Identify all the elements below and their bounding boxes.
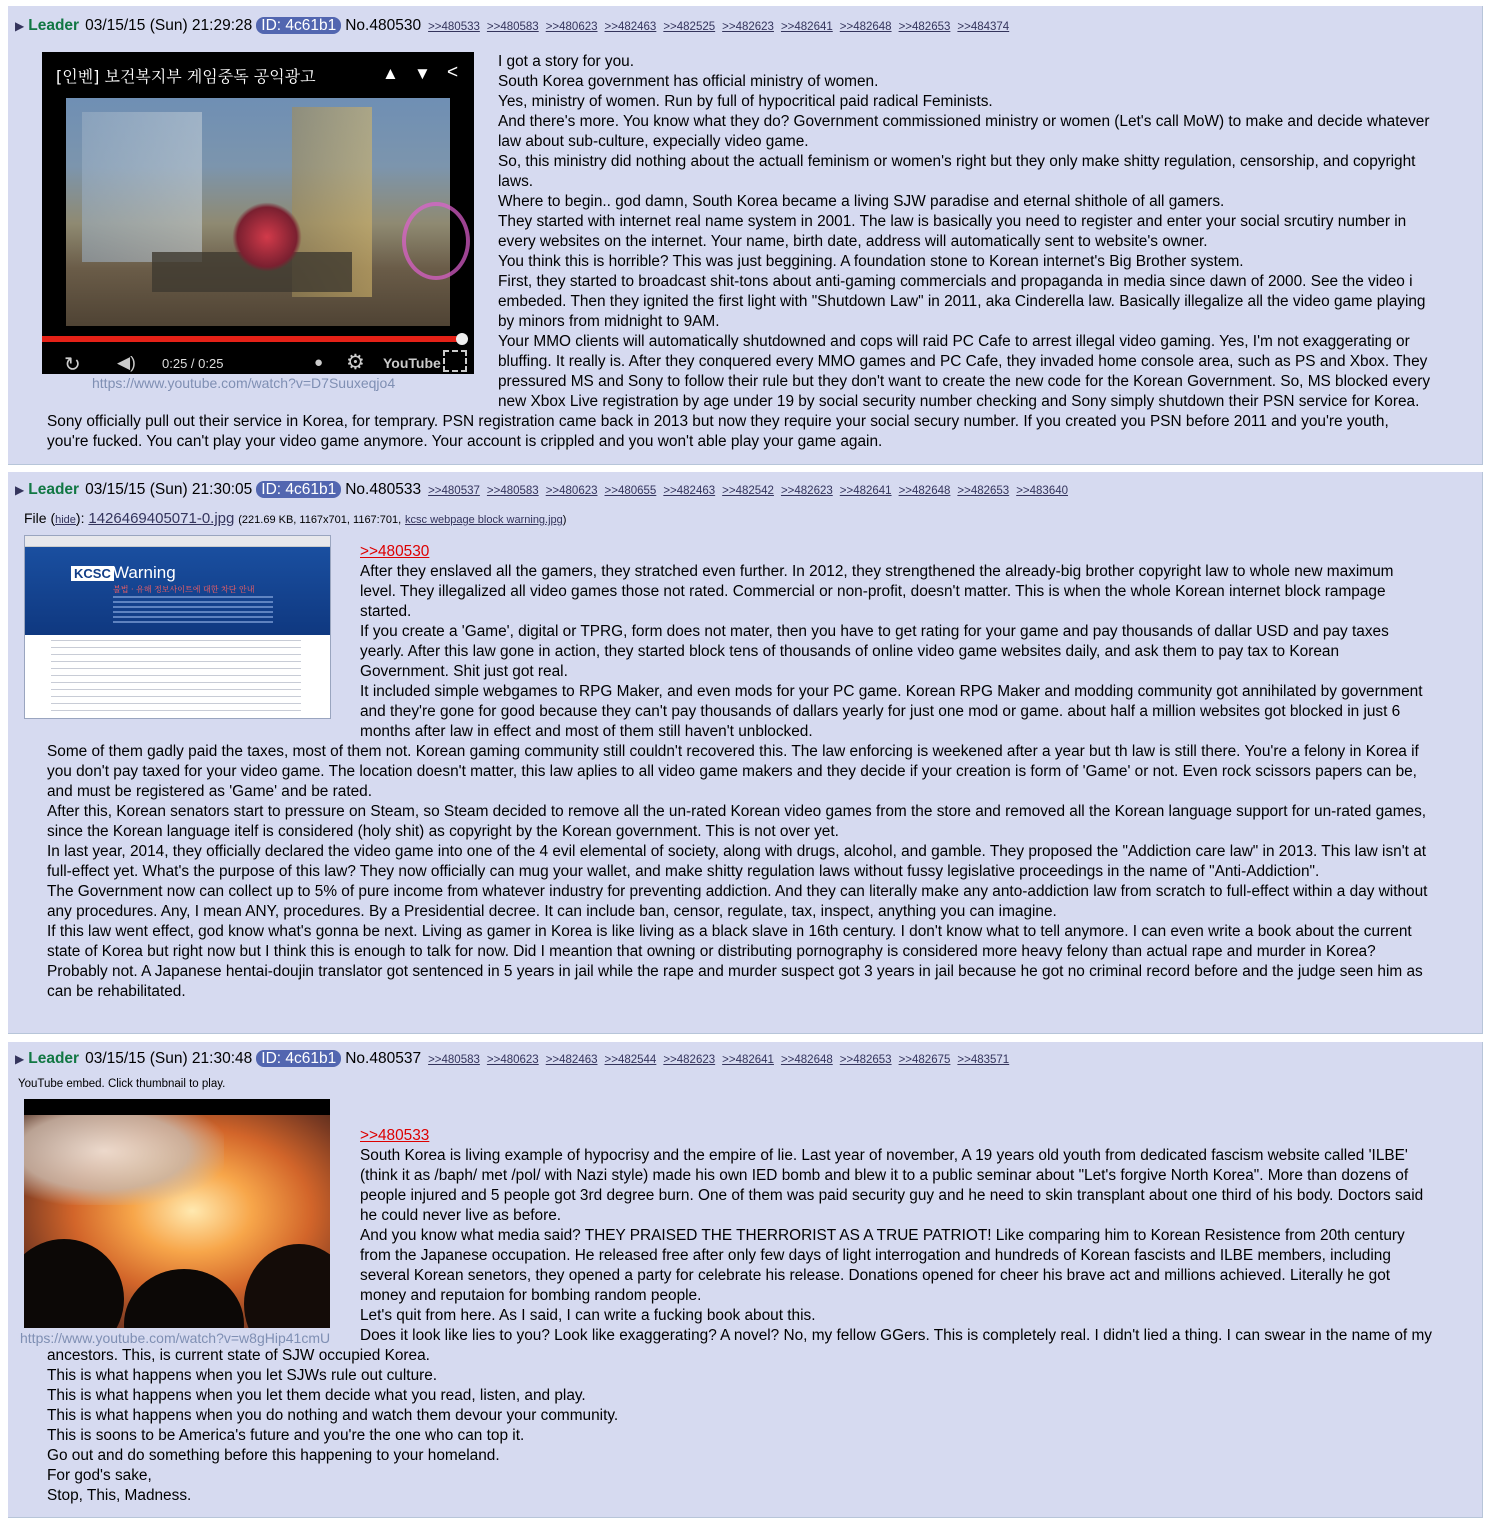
post-line: I got a story for you. [498, 53, 635, 70]
post-line: Does it look like lies to you? Look like exaggerating? A novel? No, my fellow GGers. This is completely real. I didn't lied a thing. I can swear in the name of my ancestors. This, is current state of SJW occupied Korea. [47, 1327, 1432, 1364]
post-line: This is what happens when you do nothing and watch them devour your community. [47, 1407, 619, 1424]
backlink[interactable]: >>480623 [545, 21, 598, 33]
post-line: If this law went effect, god know what's gonna be next. Living as gamer in Korea is like living as a black slave in 16th century. I don't know what to tell anymore. I can even write a book about the current state of Korea but right now but I think this is enough to talk for now. Did I meantion that owning or distributing pornography is considered more heavy felony than actual rape and murder in Korea? Probably not. A Japanese hentai-doujin translator got sentenced in 5 years in jail while the rape and murder suspect got 3 years in jail because he got no criminal record before and the judge seen him as can be rehabilitated. [47, 923, 1423, 1000]
post-line: South Korea government has official ministry of women. [498, 73, 879, 90]
post-line: The Government now can collect up to 5% of pure income from whatever industry for preventing addiction. And they can literally make any anto-addiction law from scratch to full-effect within a day without any procedures. Any, I mean ANY, procedures. By a Presidential decree. It can include ban, censor, regulate, tax, inspect, anything you can imagine. [47, 883, 1428, 920]
post-line: If you create a 'Game', digital or TPRG, form does not mater, then you have to get rating for your game and pay thousands of dallar USD and pay taxes yearly. After this law gone in action, they started block tens of thousands of online video game websites daily, and ask them to pay tax to Korean Government. Shit just got real. [360, 623, 1389, 680]
quote-link[interactable]: >>480533 [360, 1127, 430, 1144]
post-line: This is soons to be America's future and you're the one who can top it. [47, 1427, 525, 1444]
file-link[interactable]: 1426469405071-0.jpg [88, 510, 235, 527]
post-line: In last year, 2014, they officially declared the video game into one of the 4 evil elemental of society, along with drugs, alcohol, and gamble. They proposed the "Addiction care law" in 2013. This law isn't at full-effect yet. What's the purpose of this law? They now officially can mug your wallet, and make shitty regulation laws without fussy legislative proceedings in the name of "Anti-Addiction". [47, 843, 1427, 880]
post-line: South Korea is living example of hypocrisy and the empire of lie. Last year of november, A 19 years old youth from dedicated fascism website called 'ILBE' (think it as /baph/ met /pol/ with Nazi style) made his own IED bomb and blew it to a public seminar about "Let's forgive North Korea". More than dozens of people injured and 5 people got 3rd degree burn. One of them was paid security guy and he need to skin transplant about one third of his body. Doctors said he could never live as before. [360, 1147, 1424, 1224]
backlink[interactable]: >>482623 [780, 485, 833, 497]
post-line: Yes, ministry of women. Run by full of hypocritical paid radical Feminists. [498, 93, 993, 110]
backlink[interactable]: >>482525 [663, 21, 716, 33]
backlink[interactable]: >>482463 [545, 1054, 598, 1066]
kcsc-logo: KCSC [71, 566, 114, 581]
post-480530 [8, 6, 1483, 465]
backlinks [421, 481, 1068, 498]
post-number[interactable]: No.480537 [345, 1050, 422, 1067]
backlink[interactable]: >>482623 [663, 1054, 716, 1066]
original-filename-link[interactable]: kcsc webpage block warning.jpg [405, 514, 563, 526]
post-line: It included simple webgames to RPG Maker, and even mods for your PC game. Korean RPG Maker and modding community got annihilated by government and they're gone for good because they can't pay thousands of dallars yearly for just one mod or game. about half a million websites got blocked in just 6 months after law in effect and most of them still haven't unblocked. [360, 683, 1423, 740]
backlink[interactable]: >>484374 [957, 21, 1010, 33]
post-line: This is what happens when you let SJWs rule out culture. [47, 1367, 438, 1384]
float-spacer [47, 1126, 360, 1346]
poster-id-badge[interactable]: ID: 4c61b1 [256, 1050, 341, 1067]
post-line: You think this is horrible? This was just beggining. A foundation stone to Korean internet's Big Brother system. [498, 253, 1244, 270]
post-body [47, 1126, 1432, 1506]
backlink[interactable]: >>480623 [545, 485, 598, 497]
backlink[interactable]: >>482641 [839, 485, 892, 497]
backlink[interactable]: >>482463 [604, 21, 657, 33]
post-line: After they enslaved all the gamers, they stratched even further. In 2012, they strengthened the already-big brother copyright law to whole new maximum level. They illegalized all video games those not rated. Commercial or non-profit, doesn't matter. This is when the whole Korean internet block rampage started. [360, 563, 1394, 620]
post-date: 03/15/15 (Sun) 21:29:28 [85, 17, 253, 34]
backlink[interactable]: >>482653 [839, 1054, 892, 1066]
file-info: File (hide): 1426469405071-0.jpg (221.69 KB, 1167x701, 1167:701, kcsc webpage block warning.jpg) [24, 510, 567, 527]
post-line: Stop, This, Madness. [47, 1487, 192, 1504]
youtube-logo[interactable]: YouTube [383, 355, 441, 371]
post-line: Some of them gadly paid the taxes, most of them not. Korean gaming community still couldn't recovered this. The law enforcing is weekened after a year but th law is still there. You're a felony in Korea if you don't pay taxed for your video game. The location doesn't matter, this law aplies to all video game makers and they decide if your creation is form of 'Game' or not. Even rock scissors papers can be, and must be registered as 'Game' and be rated. [47, 743, 1419, 800]
post-header [15, 1050, 1009, 1068]
video-time: 0:25 / 0:25 [162, 356, 224, 371]
backlink[interactable]: >>482641 [722, 1054, 774, 1066]
dislike-icon[interactable]: ▼ [414, 64, 431, 83]
backlink[interactable]: >>480533 [428, 21, 480, 33]
settings-gear-icon[interactable]: ⚙ [346, 351, 365, 374]
backlink[interactable]: >>482542 [722, 485, 774, 497]
post-line: After this, Korean senators start to pressure on Steam, so Steam decided to remove all the un-rated Korean video games from the store and removed all the Korean language support for un-rated games, since the Korean language itelf is considered (holy shit) as copyright by the Korean government. This is not over yet. [47, 803, 1427, 840]
file-label: File [24, 510, 47, 526]
replay-icon[interactable]: ↻ [64, 354, 81, 374]
post-line: Sony officially pull out their service in Korea, for temprary. PSN registration came back in 2013 but now they require your social secury number. If you created you PSN before 2011 and you're youth, you're fucked. You can't play your video game anymore. Your account is crippled and you won't able play your game again. [47, 413, 1389, 450]
post-header [15, 17, 1009, 35]
poster-id-badge[interactable]: ID: 4c61b1 [256, 17, 341, 34]
backlinks [421, 1050, 1009, 1067]
post-480537 [8, 1042, 1483, 1518]
backlink[interactable]: >>482675 [898, 1054, 951, 1066]
backlink[interactable]: >>482463 [663, 485, 716, 497]
post-line: Go out and do something before this happening to your homeland. [47, 1447, 500, 1464]
backlink[interactable]: >>482648 [898, 485, 951, 497]
backlink[interactable]: >>480583 [486, 21, 539, 33]
post-number[interactable]: No.480530 [345, 17, 422, 34]
post-line: For god's sake, [47, 1467, 152, 1484]
poster-name: Leader [28, 481, 80, 498]
poster-name: Leader [28, 17, 80, 34]
backlink[interactable]: >>482653 [957, 485, 1010, 497]
expand-triangle-icon[interactable]: ▶ [15, 1052, 25, 1066]
expand-triangle-icon[interactable]: ▶ [15, 483, 25, 497]
post-line: And you know what media said? THEY PRAISED THE THERRORIST AS A TRUE PATRIOT! Like comparing him to Korean Resistence from 20th century from the Japanese occupation. He released free after only few days of light interrogation and hundreds of Korean fascists and ILBE members, including several Korean senetors, they opened a party for celebrate his release. Donations opened for cheer his brave act and millions achieved. Literally he got money and reputaion for bombing random people. [360, 1227, 1405, 1304]
expand-triangle-icon[interactable]: ▶ [15, 19, 25, 33]
post-body [47, 542, 1432, 1002]
backlink[interactable]: >>482648 [780, 1054, 833, 1066]
post-line: And there's more. You know what they do? Government commissioned ministry or women (Let's call MoW) to make and decide whatever law about sub-culture, expecially video game. [498, 113, 1430, 150]
post-date: 03/15/15 (Sun) 21:30:48 [85, 1050, 253, 1067]
post-line: Where to begin.. god damn, South Korea became a living SJW paradise and eternal shithole of all gamers. [498, 193, 1225, 210]
backlink[interactable]: >>480537 [428, 485, 480, 497]
post-body [47, 52, 1432, 452]
watch-later-icon[interactable]: ● [314, 354, 324, 371]
backlink[interactable]: >>482648 [839, 21, 892, 33]
backlink[interactable]: >>482653 [898, 21, 951, 33]
embed-note: YouTube embed. Click thumbnail to play. [18, 1078, 226, 1090]
video-url[interactable]: https://www.youtube.com/watch?v=w8gHip41cmU [20, 1330, 331, 1346]
poster-id-badge[interactable]: ID: 4c61b1 [256, 481, 341, 498]
post-line: Let's quit from here. As I said, I can write a fucking book about this. [360, 1307, 816, 1324]
post-line: This is what happens when you let them decide what you read, listen, and play. [47, 1387, 586, 1404]
like-icon[interactable]: ▲ [382, 64, 399, 83]
video-url[interactable]: https://www.youtube.com/watch?v=D7Suuxeqjo4 [92, 375, 396, 391]
backlinks [421, 17, 1009, 34]
float-spacer [47, 52, 498, 400]
post-number[interactable]: No.480533 [345, 481, 422, 498]
file-meta: (221.69 KB, 1167x701, 1167:701, [238, 514, 402, 526]
backlink[interactable]: >>480583 [486, 485, 539, 497]
backlink[interactable]: >>483640 [1016, 485, 1069, 497]
backlink[interactable]: >>480655 [604, 485, 657, 497]
file-meta-close: ) [562, 514, 567, 526]
post-line: First, they started to broadcast shit-tons about anti-gaming commercials and propaganda in media since dawn of 2000. See the video i embeded. Then they ignited the first light with "Shutdown Law" in 2011, aka Cinderella law. Basically illegalize all the video game playing by minors from midnight to 9AM. [498, 273, 1426, 330]
post-line: They started with internet real name system in 2001. The law is basically you need to register and enter your social srcutiry number in every websites on the internet. Your name, birth date, address will automatically sent to website's owner. [498, 213, 1407, 250]
post-date: 03/15/15 (Sun) 21:30:05 [85, 481, 253, 498]
backlink[interactable]: >>480583 [428, 1054, 480, 1066]
float-spacer [47, 542, 360, 742]
hide-image-link[interactable]: hide [55, 514, 76, 526]
post-line: So, this ministry did nothing about the actuall feminism or women's right but they only make shitty regulation, censorship, and copyright laws. [498, 153, 1416, 190]
poster-name: Leader [28, 1050, 80, 1067]
volume-icon[interactable]: ◀) [117, 353, 136, 372]
backlink[interactable]: >>480623 [486, 1054, 539, 1066]
backlink[interactable]: >>482641 [780, 21, 833, 33]
post-480533 [8, 472, 1483, 1034]
post-line: Your MMO clients will automatically shutdowned and cops will raid PC Cafe to arrest illegal video gaming. Yes, I'm not exaggerating or bluffing. It really is. After they conquered every MMO games and PC Cafe, they invaded home console area, such as PS and Xbox. They pressured MS and Sony to follow their rule but they don't want to create the new code for the Korean Government. So, MS blocked every new Xbox Live registration by age under 19 by social security number checking and Sony simply shutdown their PSN service for Korea. [498, 333, 1431, 410]
backlink[interactable]: >>483571 [957, 1054, 1010, 1066]
warning-subtitle: 불법 · 유해 정보사이트에 대한 차단 안내 [113, 585, 255, 594]
share-icon[interactable]: < [447, 62, 459, 83]
video-title[interactable]: [인벤] 보건복지부 게임중독 공익광고 [56, 67, 316, 86]
backlink[interactable]: >>482623 [722, 21, 774, 33]
warning-title: Warning [113, 563, 176, 582]
post-header [15, 481, 1068, 499]
quote-link[interactable]: >>480530 [360, 543, 430, 560]
backlink[interactable]: >>482544 [604, 1054, 657, 1066]
